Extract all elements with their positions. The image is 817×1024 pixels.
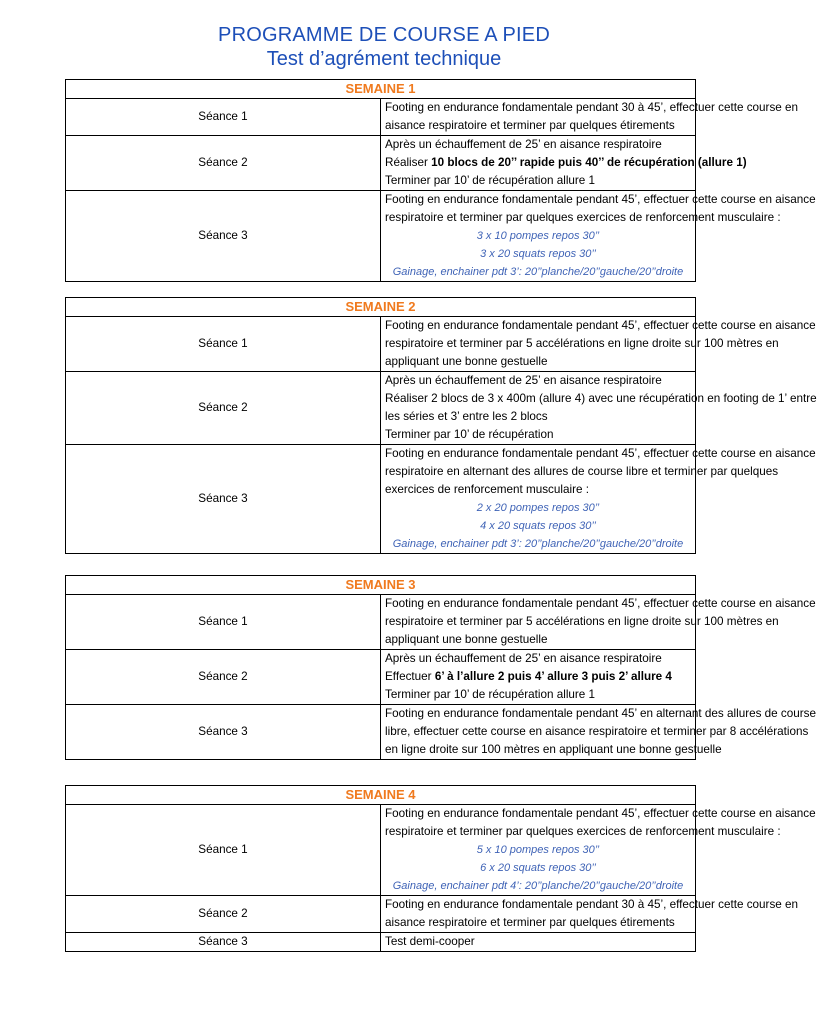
session-row (66, 805, 696, 896)
week-3-table (65, 575, 817, 760)
week-1-table (65, 79, 816, 282)
session-line: Footing en endurance fondamentale pendant 45’, effectuer cette course en aisance (385, 447, 816, 460)
session-line: respiratoire et terminer par 5 accélérations en ligne droite sur 100 mètres en (385, 337, 779, 350)
exercise-line: Gainage, enchainer pdt 3’: 20’’planche/20’’gauche/20’’droite (392, 266, 684, 278)
session-line: Footing en endurance fondamentale pendant 45’ en alternant des allures de course (385, 707, 817, 720)
session-row (66, 896, 696, 933)
session-row (66, 650, 696, 705)
week-title: SEMAINE 2 (66, 298, 696, 317)
session-line: Footing en endurance fondamentale pendant 45’, effectuer cette course en aisance (385, 597, 816, 610)
exercise-line: 4 x 20 squats repos 30’’ (480, 520, 596, 532)
session-label: Séance 2 (66, 896, 381, 933)
exercise-line: 6 x 20 squats repos 30’’ (480, 862, 596, 874)
session-description (381, 595, 816, 650)
session-row (66, 445, 696, 554)
bold-line-text: 10 blocs de 20’’ rapide puis 40’’ de récupération (allure 1) (431, 156, 747, 169)
session-label: Séance 1 (66, 805, 381, 896)
session-line: Footing en endurance fondamentale pendant 30 à 45’, effectuer cette course en (385, 898, 799, 911)
page-header (0, 24, 768, 70)
session-row (66, 933, 696, 952)
session-line: appliquant une bonne gestuelle (385, 633, 548, 646)
session-line: respiratoire et terminer par 5 accélérations en ligne droite sur 100 mètres en (385, 615, 779, 628)
session-label: Séance 2 (66, 136, 381, 191)
session-line: respiratoire en alternant des allures de course libre et terminer par quelques (385, 465, 779, 478)
exercise-line: Gainage, enchainer pdt 4’: 20’’planche/20’’gauche/20’’droite (392, 880, 684, 892)
session-description (381, 896, 799, 933)
exercise-line: 5 x 10 pompes repos 30’’ (476, 844, 600, 856)
session-description (381, 372, 817, 445)
session-line: Footing en endurance fondamentale pendant 45’, effectuer cette course en aisance (385, 193, 816, 206)
week-2-table (65, 297, 817, 554)
session-line: Terminer par 10’ de récupération allure 1 (385, 174, 596, 187)
session-label: Séance 1 (66, 595, 381, 650)
session-description (381, 191, 816, 282)
session-line: Après un échauffement de 25’ en aisance respiratoire (385, 652, 662, 665)
week-title: SEMAINE 3 (66, 576, 696, 595)
session-line: respiratoire et terminer par quelques exercices de renforcement musculaire : (385, 825, 781, 838)
session-line: aisance respiratoire et terminer par quelques étirements (385, 916, 675, 929)
session-label: Séance 3 (66, 445, 381, 554)
session-line: appliquant une bonne gestuelle (385, 355, 548, 368)
session-row (66, 136, 696, 191)
bold-line-text: 6’ à l’allure 2 puis 4’ allure 3 puis 2’ allure 4 (434, 670, 672, 683)
session-description (381, 317, 816, 372)
session-description (381, 805, 816, 896)
session-label: Séance 3 (66, 705, 381, 760)
session-line: Footing en endurance fondamentale pendant 30 à 45’, effectuer cette course en (385, 101, 799, 114)
session-row (66, 372, 696, 445)
session-description (381, 705, 817, 760)
exercise-line: Gainage, enchainer pdt 3’: 20’’planche/20’’gauche/20’’droite (392, 538, 684, 550)
session-label: Séance 3 (66, 933, 381, 952)
page-title: PROGRAMME DE COURSE A PIED (218, 24, 550, 46)
session-line: exercices de renforcement musculaire : (385, 483, 589, 496)
bold-line-prefix: Réaliser (385, 156, 432, 169)
session-description (381, 99, 799, 136)
session-row (66, 191, 696, 282)
exercise-line: 3 x 10 pompes repos 30’’ (476, 230, 600, 242)
session-line: Footing en endurance fondamentale pendant 45’, effectuer cette course en aisance (385, 807, 816, 820)
session-label: Séance 1 (66, 99, 381, 136)
session-bold-line (385, 668, 691, 686)
session-line: les séries et 3’ entre les 2 blocs (385, 410, 548, 423)
session-line: respiratoire et terminer par quelques exercices de renforcement musculaire : (385, 211, 781, 224)
exercise-line: 3 x 20 squats repos 30’’ (480, 248, 596, 260)
session-row (66, 595, 696, 650)
session-line: en ligne droite sur 100 mètres en appliquant une bonne gestuelle (385, 743, 722, 756)
session-description (381, 650, 696, 705)
session-row (66, 99, 696, 136)
session-line: Terminer par 10’ de récupération allure 1 (385, 688, 596, 701)
week-title: SEMAINE 1 (66, 80, 696, 99)
week-title: SEMAINE 4 (66, 786, 696, 805)
session-description (381, 445, 816, 554)
session-row (66, 705, 696, 760)
session-description (381, 136, 747, 191)
session-label: Séance 2 (66, 650, 381, 705)
session-bold-line (385, 154, 747, 172)
session-line: aisance respiratoire et terminer par quelques étirements (385, 119, 675, 132)
page-subtitle: Test d’agrément technique (266, 48, 502, 70)
session-line: Après un échauffement de 25’ en aisance respiratoire (385, 374, 662, 387)
session-line: Réaliser 2 blocs de 3 x 400m (allure 4) avec une récupération en footing de 1’ entre (385, 392, 817, 405)
session-line: Après un échauffement de 25’ en aisance respiratoire (385, 138, 662, 151)
session-row (66, 317, 696, 372)
session-line: libre, effectuer cette course en aisance respiratoire et terminer par 8 accélérations (385, 725, 809, 738)
session-line: Terminer par 10’ de récupération (385, 428, 554, 441)
bold-line-prefix: Effectuer (385, 670, 435, 683)
session-label: Séance 3 (66, 191, 381, 282)
exercise-line: 2 x 20 pompes repos 30’’ (476, 502, 600, 514)
session-line: Test demi-cooper (385, 935, 475, 948)
session-label: Séance 1 (66, 317, 381, 372)
session-line: Footing en endurance fondamentale pendant 45’, effectuer cette course en aisance (385, 319, 816, 332)
session-label: Séance 2 (66, 372, 381, 445)
week-4-table (65, 785, 816, 952)
session-description (381, 933, 696, 952)
